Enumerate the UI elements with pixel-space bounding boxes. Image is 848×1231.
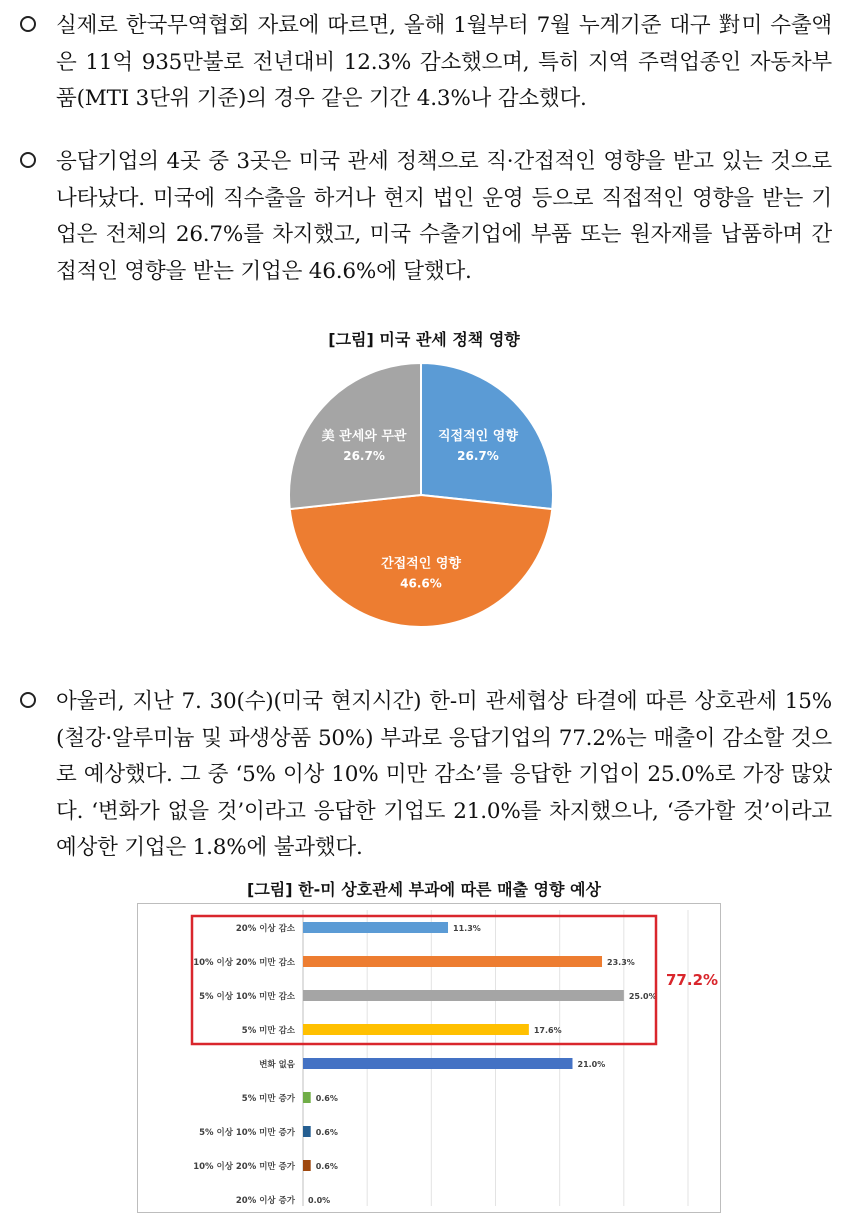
pie-slice-value: 26.7% bbox=[343, 448, 385, 463]
bar-category-label: 10% 이상 20% 미만 증가 bbox=[193, 1162, 295, 1172]
bar bbox=[303, 1160, 311, 1171]
bar-category-label: 변화 없음 bbox=[259, 1060, 295, 1070]
bar-category-label: 5% 이상 10% 미만 증가 bbox=[199, 1128, 295, 1138]
bar-value-label: 0.6% bbox=[315, 1162, 338, 1171]
bar bbox=[303, 956, 602, 967]
bar-category-label: 5% 미만 증가 bbox=[241, 1094, 295, 1104]
bar-value-label: 0.6% bbox=[315, 1094, 338, 1103]
bar-value-label: 21.0% bbox=[577, 1060, 606, 1069]
bar-value-label: 23.3% bbox=[607, 958, 635, 967]
figure-1-title: [그림] 미국 관세 정책 영향 bbox=[328, 330, 520, 349]
bar-category-label: 5% 이상 10% 미만 감소 bbox=[199, 992, 295, 1002]
highlight-total-label: 77.2% bbox=[666, 971, 719, 989]
bar-chart-panel bbox=[137, 903, 721, 1213]
paragraph-1-text: 실제로 한국무역협회 자료에 따르면, 올해 1월부터 7월 누계기준 대구 對미 수출액은 11억 935만불로 전년대비 12.3% 감소했으며, 특히 지역 주력업종인 자동차부품(MTI 3단위 기준)의 경우 같은 기간 4.3%나 감소했다. bbox=[56, 13, 832, 111]
pie-slice-label: 직접적인 영향 bbox=[438, 428, 518, 444]
bar-value-label: 17.6% bbox=[533, 1026, 562, 1035]
bar-chart bbox=[138, 904, 720, 1212]
bar-category-label: 20% 이상 증가 bbox=[235, 1196, 295, 1206]
bar bbox=[303, 990, 624, 1001]
pie-slice-label: 간접적인 영향 bbox=[381, 556, 461, 572]
bar-value-label: 11.3% bbox=[453, 924, 481, 933]
pie-slice-value: 46.6% bbox=[400, 576, 442, 591]
pie-chart bbox=[0, 350, 848, 650]
paragraph-2 bbox=[20, 144, 832, 290]
circle-bullet-icon bbox=[20, 692, 36, 708]
bar-category-label: 5% 미만 감소 bbox=[241, 1026, 295, 1036]
circle-bullet-icon bbox=[20, 152, 36, 168]
pie-slice-label: 美 관세와 무관 bbox=[321, 428, 407, 444]
circle-bullet-icon bbox=[20, 16, 36, 32]
bar-category-label: 10% 이상 20% 미만 감소 bbox=[193, 958, 295, 968]
bar bbox=[303, 1024, 529, 1035]
bar bbox=[303, 922, 448, 933]
bar-value-label: 0.0% bbox=[308, 1196, 331, 1205]
bar-value-label: 0.6% bbox=[315, 1128, 338, 1137]
paragraph-1 bbox=[20, 8, 832, 118]
bar bbox=[303, 1126, 311, 1137]
bar bbox=[303, 1058, 573, 1069]
pie-slice-value: 26.7% bbox=[457, 448, 499, 463]
bar-category-label: 20% 이상 감소 bbox=[235, 924, 295, 934]
paragraph-3-text: 아울러, 지난 7. 30(수)(미국 현지시간) 한-미 관세협상 타결에 따른 상호관세 15%(철강·알루미늄 및 파생상품 50%) 부과로 응답기업의 77.2%는 매출이 감소할 것으로 예상했다. 그 중 ‘5% 이상 10% 미만 감소’를 응답한 기업이 25.0%로 가장 많았다. ‘변화가 없을 것’이라고 응답한 기업도 21.0%를 차지했으나, ‘증가할 것’이라고 예상한 기업은 1.8%에 불과했다. bbox=[56, 689, 832, 860]
figure-2-title: [그림] 한-미 상호관세 부과에 따른 매출 영향 예상 bbox=[247, 880, 601, 899]
bar-value-label: 25.0% bbox=[628, 992, 657, 1001]
paragraph-3 bbox=[20, 684, 832, 867]
bar bbox=[303, 1092, 311, 1103]
paragraph-2-text: 응답기업의 4곳 중 3곳은 미국 관세 정책으로 직·간접적인 영향을 받고 있는 것으로 나타났다. 미국에 직수출을 하거나 현지 법인 운영 등으로 직접적인 영향을 받는 기업은 전체의 26.7%를 차지했고, 미국 수출기업에 부품 또는 원자재를 납품하며 간접적인 영향을 받는 기업은 46.6%에 달했다. bbox=[56, 149, 832, 284]
